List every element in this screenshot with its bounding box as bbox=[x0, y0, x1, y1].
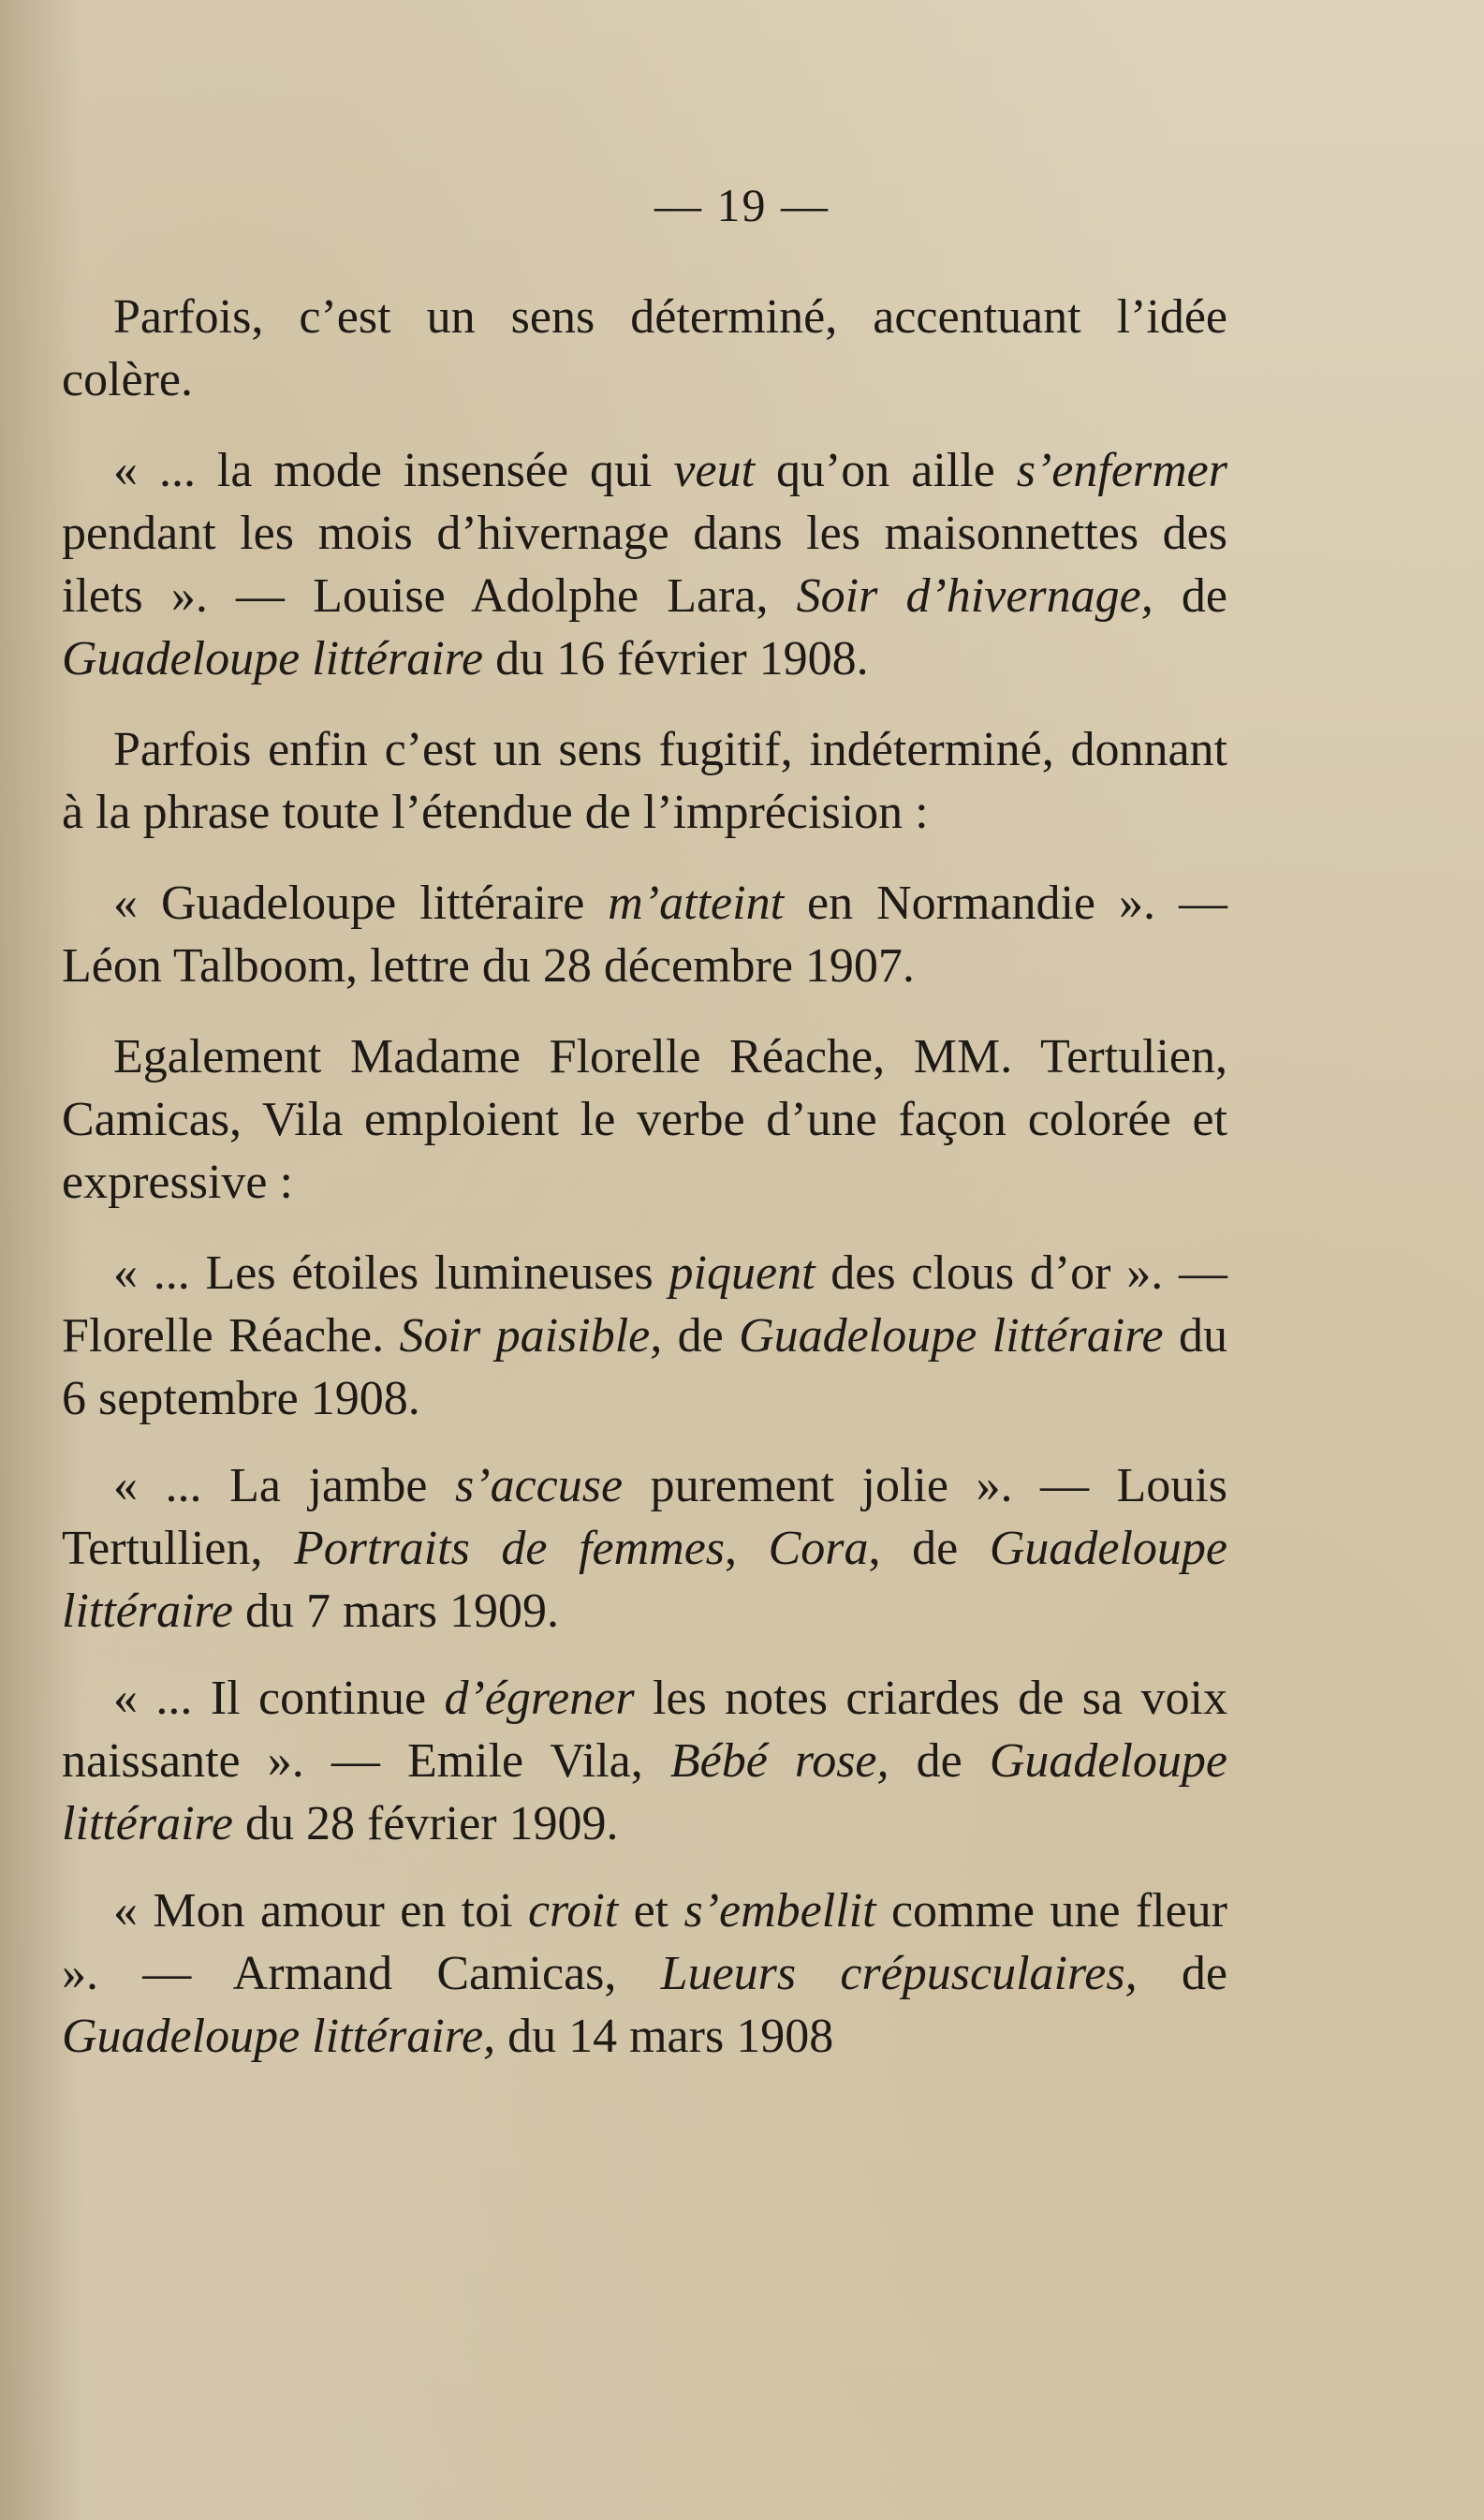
italic-run: s’enfermer bbox=[1016, 444, 1227, 497]
italic-run: veut bbox=[673, 444, 756, 497]
text-run: « Mon amour en toi bbox=[113, 1884, 528, 1938]
text-run: , bbox=[725, 1522, 769, 1575]
italic-run: Soir d’hivernage, bbox=[796, 569, 1153, 623]
italic-run: Soir paisible, bbox=[399, 1309, 663, 1363]
text-run: de bbox=[889, 1734, 990, 1788]
quotation-lara bbox=[62, 439, 1227, 690]
paragraph-1 bbox=[62, 286, 1227, 411]
italic-run: m’atteint bbox=[608, 877, 785, 930]
text-run: comme une fleur ». — Armand Camicas, bbox=[62, 1884, 1227, 2000]
text-run: du 16 février 1908. bbox=[483, 632, 869, 685]
text-run: du 6 septembre 1908. bbox=[62, 1309, 1227, 1425]
text-run: du 28 février 1909. bbox=[232, 1797, 619, 1850]
quotation-talboom bbox=[62, 872, 1227, 997]
quotation-camicas bbox=[62, 1879, 1227, 2068]
quotation-vila bbox=[62, 1667, 1227, 1855]
quotation-tertullien bbox=[62, 1454, 1227, 1643]
text-run: « ... La jambe bbox=[113, 1459, 456, 1512]
paragraph-5 bbox=[62, 1025, 1227, 1214]
text-run: purement jolie ». — Louis Tertullien, bbox=[62, 1459, 1227, 1575]
italic-run: croit bbox=[527, 1884, 619, 1938]
body-text bbox=[62, 286, 1227, 2068]
italic-run: Guadeloupe littéraire bbox=[62, 1734, 1227, 1850]
text-run: du 14 mars 1908 bbox=[495, 2010, 834, 2063]
page-number: — 19 — bbox=[654, 179, 830, 231]
text-run: de bbox=[1153, 569, 1227, 623]
text-run: , de bbox=[868, 1522, 990, 1575]
text-run: « Guadeloupe littéraire bbox=[113, 877, 609, 930]
italic-run: d’égrener bbox=[444, 1672, 635, 1725]
text-run: des clous d’or ». — Florelle Réache. bbox=[62, 1246, 1227, 1363]
text-run: pendant les mois d’hivernage dans les maisonnettes des ilets ». — Louise Adolphe Lara, bbox=[62, 507, 1227, 623]
italic-run: Cora bbox=[768, 1522, 869, 1575]
text-run: « ... Il continue bbox=[113, 1672, 445, 1725]
italic-run: piquent bbox=[669, 1246, 815, 1300]
text-run: Parfois, c’est un sens déterminé, accentuant l’idée colère. bbox=[62, 290, 1227, 406]
text-run: en Normandie ». — Léon Talboom, lettre du 28 décembre 1907. bbox=[62, 877, 1227, 993]
italic-run: Bébé rose, bbox=[669, 1734, 889, 1788]
text-run: « ... la mode insensée qui bbox=[113, 444, 674, 497]
text-run: et bbox=[618, 1884, 684, 1938]
italic-run: Guadeloupe littéraire bbox=[62, 1522, 1227, 1638]
text-run: « ... Les étoiles lumineuses bbox=[113, 1246, 669, 1300]
text-run: qu’on aille bbox=[755, 444, 1017, 497]
paragraph-3 bbox=[62, 718, 1227, 844]
italic-run: Portraits de femmes bbox=[294, 1522, 726, 1575]
italic-run: Guadeloupe littéraire bbox=[739, 1309, 1164, 1363]
text-run: Egalement Madame Florelle Réache, MM. Tertulien, Camicas, Vila emploient le verbe d’une façon colorée et expressive : bbox=[62, 1030, 1227, 1209]
italic-run: Guadeloupe littéraire, bbox=[62, 2010, 496, 2063]
text-run: de bbox=[662, 1309, 740, 1363]
italic-run: s’embellit bbox=[683, 1884, 876, 1938]
italic-run: s’accuse bbox=[455, 1459, 624, 1512]
quotation-reache bbox=[62, 1242, 1227, 1430]
text-run: du 7 mars 1909. bbox=[232, 1584, 560, 1638]
text-run: Parfois enfin c’est un sens fugitif, indéterminé, donnant à la phrase toute l’étendue de l’imprécision : bbox=[62, 723, 1227, 839]
italic-run: Lueurs crépusculaires, bbox=[660, 1947, 1138, 2000]
text-run: de bbox=[1137, 1947, 1227, 2000]
italic-run: Guadeloupe littéraire bbox=[62, 632, 484, 685]
text-run: les notes criardes de sa voix naissante ». — Emile Vila, bbox=[62, 1672, 1227, 1788]
